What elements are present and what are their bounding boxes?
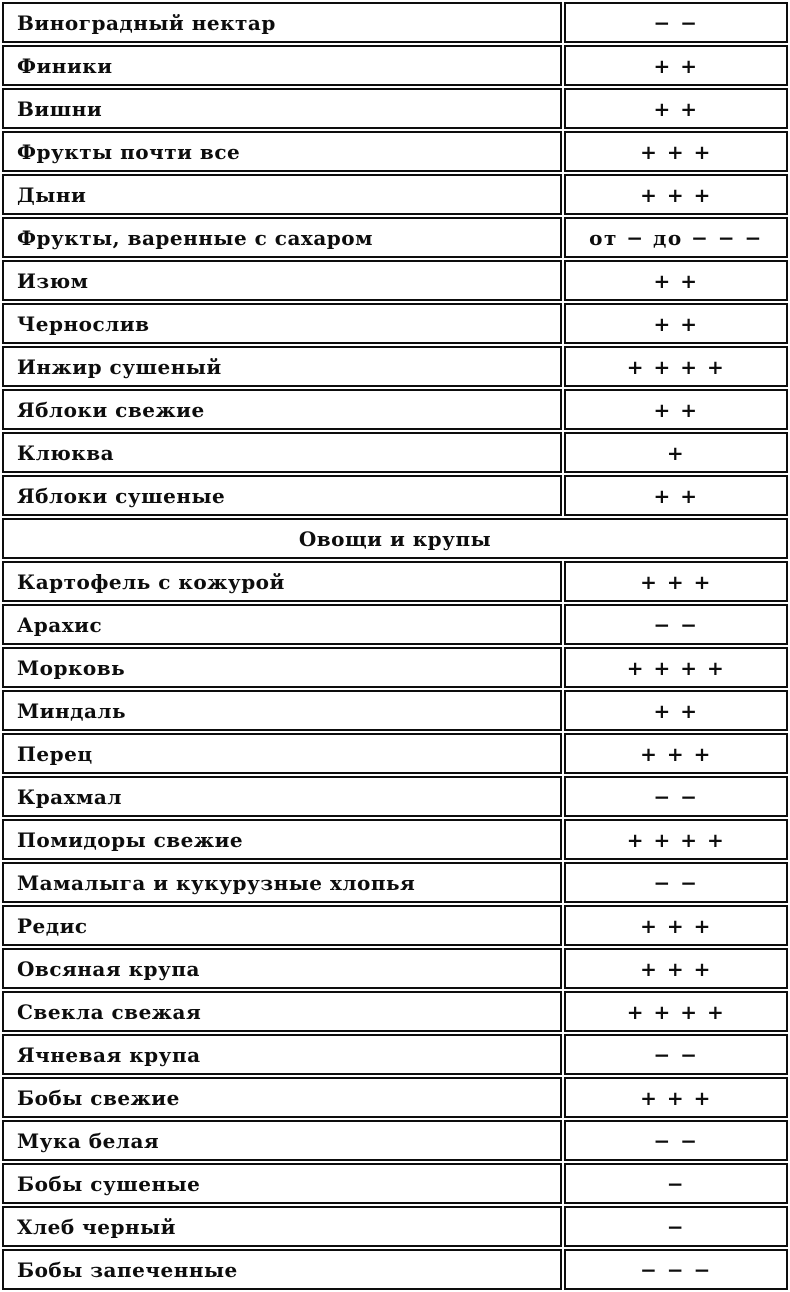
table-row <box>2 45 788 86</box>
food-name-cell: Свекла свежая <box>2 991 562 1032</box>
food-name-cell: Финики <box>2 45 562 86</box>
food-name-cell: Бобы сушеные <box>2 1163 562 1204</box>
rating-cell: − − <box>564 604 788 645</box>
food-name-cell: Изюм <box>2 260 562 301</box>
rating-cell: + + + <box>564 561 788 602</box>
table-row <box>2 88 788 129</box>
rating-cell: + + + <box>564 905 788 946</box>
rating-cell: + + + + <box>564 991 788 1032</box>
table-row <box>2 733 788 774</box>
rating-cell: + <box>564 432 788 473</box>
food-name-cell: Яблоки свежие <box>2 389 562 430</box>
food-name-cell: Овсяная крупа <box>2 948 562 989</box>
rating-cell: − − <box>564 2 788 43</box>
food-name-cell: Морковь <box>2 647 562 688</box>
rating-cell: + + <box>564 303 788 344</box>
food-name-cell: Виноградный нектар <box>2 2 562 43</box>
rating-cell: от − до − − − <box>564 217 788 258</box>
table-row <box>2 432 788 473</box>
food-name-cell: Бобы свежие <box>2 1077 562 1118</box>
table-row <box>2 604 788 645</box>
section-header-row <box>2 518 788 559</box>
table-row <box>2 819 788 860</box>
table-row <box>2 1120 788 1161</box>
food-name-cell: Перец <box>2 733 562 774</box>
rating-cell: + + + + <box>564 346 788 387</box>
table-row <box>2 776 788 817</box>
food-name-cell: Фрукты почти все <box>2 131 562 172</box>
rating-cell: + + <box>564 690 788 731</box>
rating-cell: + + + <box>564 1077 788 1118</box>
food-name-cell: Помидоры свежие <box>2 819 562 860</box>
table-row <box>2 647 788 688</box>
rating-cell: − − <box>564 1120 788 1161</box>
food-name-cell: Картофель с кожурой <box>2 561 562 602</box>
food-name-cell: Редис <box>2 905 562 946</box>
rating-cell: + + + + <box>564 647 788 688</box>
rating-cell: + + <box>564 475 788 516</box>
rating-cell: + + + <box>564 733 788 774</box>
rating-cell: + + + + <box>564 819 788 860</box>
table-row <box>2 991 788 1032</box>
table-row <box>2 1206 788 1247</box>
food-name-cell: Бобы запеченные <box>2 1249 562 1290</box>
rating-cell: − − <box>564 776 788 817</box>
food-name-cell: Миндаль <box>2 690 562 731</box>
table-row <box>2 561 788 602</box>
rating-cell: + + <box>564 45 788 86</box>
food-name-cell: Инжир сушеный <box>2 346 562 387</box>
food-name-cell: Дыни <box>2 174 562 215</box>
rating-cell: + + + <box>564 131 788 172</box>
rating-cell: + + <box>564 88 788 129</box>
food-name-cell: Арахис <box>2 604 562 645</box>
food-name-cell: Мука белая <box>2 1120 562 1161</box>
rating-cell: + + <box>564 389 788 430</box>
table-row <box>2 1249 788 1290</box>
rating-cell: + + + <box>564 948 788 989</box>
table-row <box>2 948 788 989</box>
section-header: Овощи и крупы <box>2 518 788 559</box>
food-name-cell: Фрукты, варенные с сахаром <box>2 217 562 258</box>
table-row <box>2 174 788 215</box>
rating-cell: − − − <box>564 1249 788 1290</box>
table-row <box>2 217 788 258</box>
rating-cell: − − <box>564 1034 788 1075</box>
table-row <box>2 475 788 516</box>
rating-cell: − <box>564 1163 788 1204</box>
table-row <box>2 862 788 903</box>
food-name-cell: Чернослив <box>2 303 562 344</box>
food-name-cell: Клюква <box>2 432 562 473</box>
table-row <box>2 131 788 172</box>
food-name-cell: Мамалыга и кукурузные хлопья <box>2 862 562 903</box>
food-name-cell: Крахмал <box>2 776 562 817</box>
table-row <box>2 346 788 387</box>
food-name-cell: Вишни <box>2 88 562 129</box>
rating-cell: + + <box>564 260 788 301</box>
rating-cell: − − <box>564 862 788 903</box>
table-row <box>2 260 788 301</box>
rating-cell: + + + <box>564 174 788 215</box>
table-row <box>2 2 788 43</box>
rating-cell: − <box>564 1206 788 1247</box>
table-row <box>2 303 788 344</box>
food-name-cell: Ячневая крупа <box>2 1034 562 1075</box>
food-name-cell: Яблоки сушеные <box>2 475 562 516</box>
table-row <box>2 1034 788 1075</box>
table-row <box>2 1077 788 1118</box>
table-row <box>2 690 788 731</box>
food-name-cell: Хлеб черный <box>2 1206 562 1247</box>
table-row <box>2 1163 788 1204</box>
table-row <box>2 389 788 430</box>
table-row <box>2 905 788 946</box>
